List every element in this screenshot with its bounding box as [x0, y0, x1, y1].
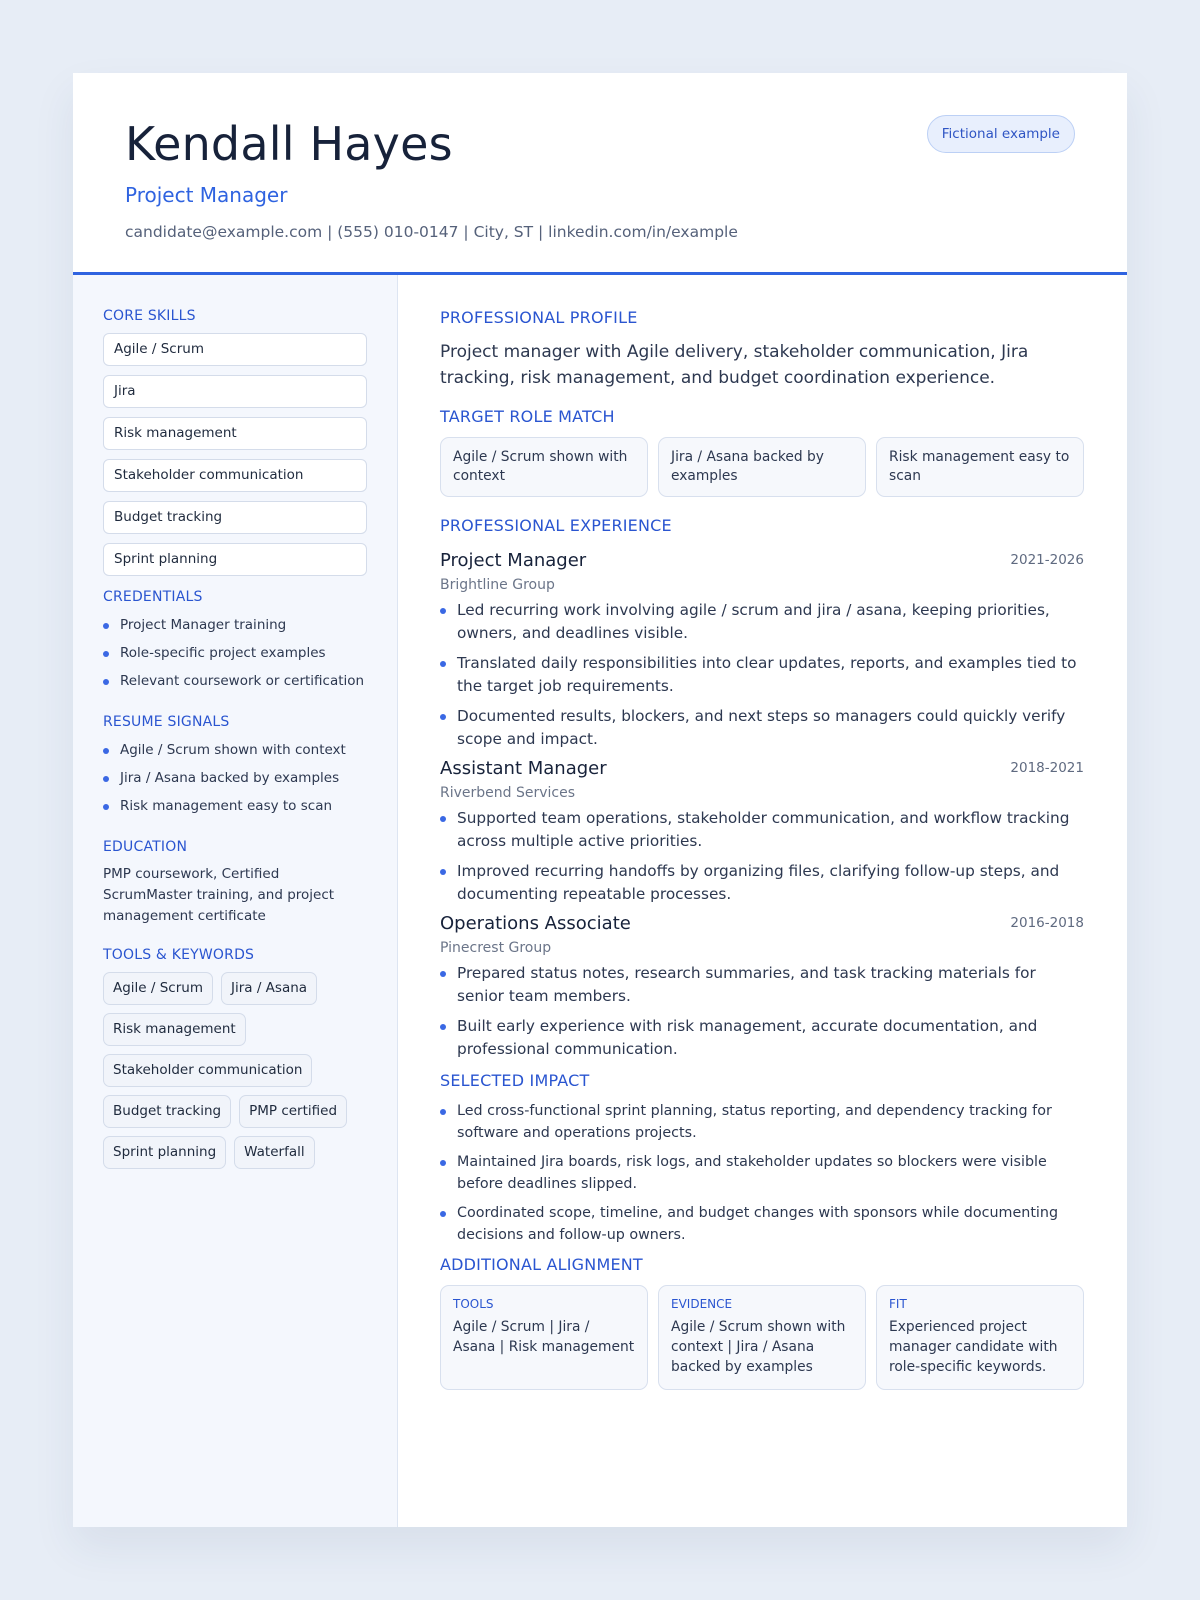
- match-card: Jira / Asana backed by examples: [658, 437, 866, 497]
- contact-line: candidate@example.com | (555) 010-0147 | City, ST | linkedin.com/in/example: [125, 223, 738, 241]
- tool-tag: Agile / Scrum: [103, 972, 213, 1005]
- job-company: Pinecrest Group: [440, 940, 552, 956]
- resume-header: [73, 73, 1127, 275]
- education-text: PMP coursework, Certified ScrumMaster training, and project management certificate: [103, 866, 335, 924]
- tools-heading: TOOLS & KEYWORDS: [103, 947, 255, 963]
- impact-item: Coordinated scope, timeline, and budget changes with sponsors while documenting decisions and follow-up owners.: [440, 1202, 1084, 1246]
- target-match-row: [440, 437, 1084, 497]
- match-card: Agile / Scrum shown with context: [440, 437, 648, 497]
- skill-item: Agile / Scrum: [103, 333, 367, 366]
- tool-tag: Jira / Asana: [221, 972, 317, 1005]
- job-company: Riverbend Services: [440, 785, 576, 801]
- tool-tag: Sprint planning: [103, 1136, 226, 1169]
- job-entry: [440, 550, 1084, 751]
- tool-tag: Stakeholder communication: [103, 1054, 312, 1087]
- job-bullet: Improved recurring handoffs by organizing files, clarifying follow-up steps, and documenting repeatable processes.: [440, 860, 1084, 906]
- signal-item: Agile / Scrum shown with context: [103, 739, 367, 767]
- job-entry: [440, 913, 1084, 1061]
- tools-tags: [103, 972, 368, 1169]
- impact-heading: SELECTED IMPACT: [440, 1071, 590, 1090]
- match-card: Risk management easy to scan: [876, 437, 1084, 497]
- tool-tag: Budget tracking: [103, 1095, 231, 1128]
- job-dates: 2016-2018: [1010, 915, 1084, 931]
- credential-item: Project Manager training: [103, 614, 367, 642]
- alignment-label: TOOLS: [453, 1297, 494, 1311]
- tool-tag: PMP certified: [239, 1095, 347, 1128]
- job-title: Project Manager: [440, 550, 587, 571]
- experience-heading: PROFESSIONAL EXPERIENCE: [440, 516, 672, 535]
- job-dates: 2018-2021: [1010, 760, 1084, 776]
- candidate-name: Kendall Hayes: [125, 117, 453, 171]
- signal-item: Jira / Asana backed by examples: [103, 767, 367, 795]
- job-bullet: Translated daily responsibilities into clear updates, reports, and examples tied to the target job requirements.: [440, 652, 1084, 698]
- skill-item: Risk management: [103, 417, 367, 450]
- job-bullet: Led recurring work involving agile / scrum and jira / asana, keeping priorities, owners, and deadlines visible.: [440, 599, 1084, 645]
- alignment-row: [440, 1285, 1084, 1390]
- core-skills-list: [103, 333, 367, 576]
- tool-tag: Waterfall: [234, 1136, 314, 1169]
- job-title: Operations Associate: [440, 913, 631, 934]
- job-bullets: [440, 599, 1084, 751]
- credentials-list: [103, 614, 367, 698]
- job-company: Brightline Group: [440, 577, 555, 593]
- target-heading: TARGET ROLE MATCH: [440, 407, 615, 426]
- signal-item: Risk management easy to scan: [103, 795, 367, 823]
- impact-list: [440, 1100, 1084, 1246]
- impact-item: Led cross-functional sprint planning, status reporting, and dependency tracking for software and operations projects.: [440, 1100, 1084, 1144]
- profile-text: Project manager with Agile delivery, stakeholder communication, Jira tracking, risk management, and budget coordination experience.: [440, 342, 1029, 388]
- job-dates: 2021-2026: [1010, 552, 1084, 568]
- alignment-card: [658, 1285, 866, 1390]
- alignment-heading: ADDITIONAL ALIGNMENT: [440, 1255, 643, 1274]
- resume-signals-heading: RESUME SIGNALS: [103, 714, 230, 730]
- education-heading: EDUCATION: [103, 839, 188, 855]
- resume-sheet: [73, 73, 1127, 1527]
- alignment-card: [440, 1285, 648, 1390]
- credential-item: Role-specific project examples: [103, 642, 367, 670]
- sidebar: [73, 275, 398, 1527]
- main-column: [398, 275, 1127, 1527]
- skill-item: Sprint planning: [103, 543, 367, 576]
- alignment-label: EVIDENCE: [671, 1297, 733, 1311]
- job-bullet: Documented results, blockers, and next steps so managers could quickly verify scope and impact.: [440, 705, 1084, 751]
- tool-tag: Risk management: [103, 1013, 246, 1046]
- job-bullets: [440, 807, 1084, 906]
- credentials-heading: CREDENTIALS: [103, 589, 203, 605]
- resume-body: [73, 275, 1127, 1527]
- profile-heading: PROFESSIONAL PROFILE: [440, 308, 638, 327]
- skill-item: Jira: [103, 375, 367, 408]
- core-skills-heading: CORE SKILLS: [103, 308, 196, 324]
- job-title: Assistant Manager: [440, 758, 607, 779]
- fictional-badge: Fictional example: [927, 115, 1075, 153]
- job-entry: [440, 758, 1084, 906]
- job-bullet: Prepared status notes, research summaries, and task tracking materials for senior team members.: [440, 962, 1084, 1008]
- impact-item: Maintained Jira boards, risk logs, and stakeholder updates so blockers were visible before deadlines slipped.: [440, 1151, 1084, 1195]
- skill-item: Budget tracking: [103, 501, 367, 534]
- job-bullet: Built early experience with risk management, accurate documentation, and professional communication.: [440, 1015, 1084, 1061]
- alignment-text: Experienced project manager candidate with role-specific keywords.: [889, 1319, 1058, 1375]
- job-bullets: [440, 962, 1084, 1061]
- alignment-card: [876, 1285, 1084, 1390]
- skill-item: Stakeholder communication: [103, 459, 367, 492]
- job-bullet: Supported team operations, stakeholder communication, and workflow tracking across multiple active priorities.: [440, 807, 1084, 853]
- alignment-text: Agile / Scrum shown with context | Jira / Asana backed by examples: [671, 1319, 846, 1375]
- alignment-text: Agile / Scrum | Jira / Asana | Risk management: [453, 1319, 635, 1355]
- resume-signals-list: [103, 739, 367, 823]
- alignment-label: FIT: [889, 1297, 907, 1311]
- credential-item: Relevant coursework or certification: [103, 670, 367, 698]
- candidate-role: Project Manager: [125, 183, 288, 207]
